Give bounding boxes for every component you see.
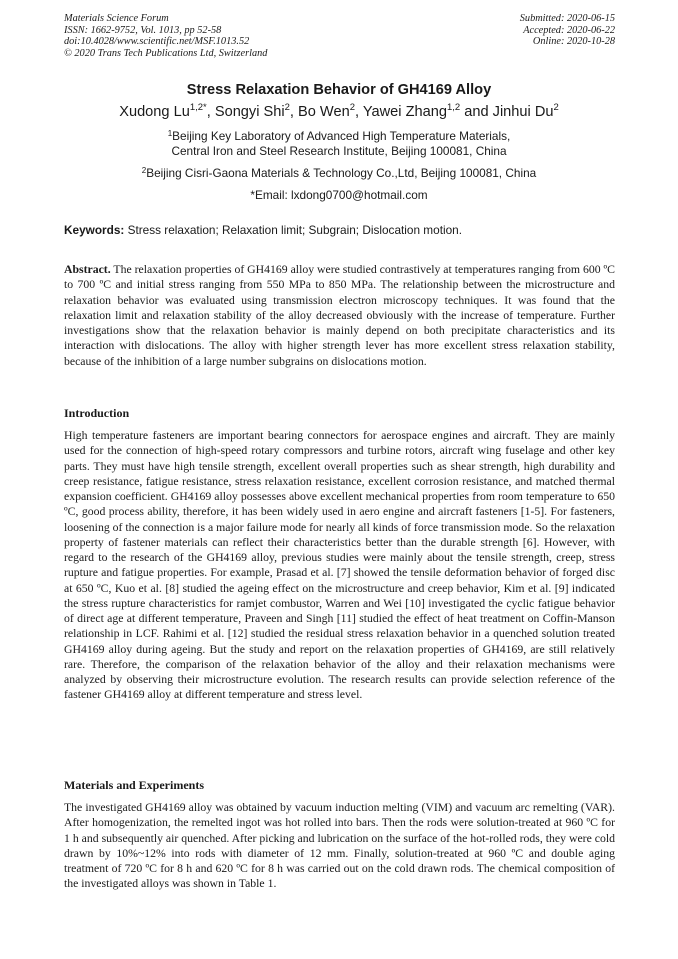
abstract-label: Abstract. <box>64 263 111 276</box>
affiliation-line: Beijing Key Laboratory of Advanced High Temperature Materials, <box>172 129 511 143</box>
accepted-date: Accepted: 2020-06-22 <box>523 24 615 36</box>
introduction-heading: Introduction <box>64 406 130 420</box>
affiliation-1 <box>0 129 678 159</box>
introduction-text: High temperature fasteners are important bearing connectors for aerospace engines and aircraft. They are mainly used for the connection of high-speed rotary compressors and turbine rotors, aircraft wing fuselage and other key parts. They must have high tensile strength, excellent overall properties such as shear strength, high durability and creep resistance, fatigue resistance, stress relaxation resistance, excellent corrosion resistance, and matched thermal expansion coefficient. GH4169 alloy possesses above excellent mechanical properties from room temperature to 650 ºC, good process ability, therefore, it has been widely used in aero engine and aircraft fasteners [1-5]. For fasteners, loosening of the connection is a major failure mode for nearly all kinds of force transmission mode. So the relaxation property of fastener materials can reflect their characteristics better than the durable strength [6]. However, with regard to the research of the GH4169 alloy, previous studies were mainly about the tensile strength, creep, stress rupture and fatigue properties. For example, Prasad et al. [7] showed the tensile deformation behavior of forged disc at 650 ºC, Kuo et al. [8] studied the ageing effect on the microstructure and creep behavior, Kim et al. [9] indicated the stress rupture characteristics for ramjet combustor, Warren and Wei [10] investigated the cyclic fatigue behavior of direct age at different temperature, Praveen and Singh [11] studied the effect of heat treatment on Coffin-Manson relationship in LCF. Rahimi et al. [12] studied the residual stress relaxation behavior in a quenched solution treated GH4169 alloy during ageing. But the study and report on the relaxation properties of GH4169, are still relatively rare. Therefore, the comparison of the relaxation behavior of the alloy and their relaxation mechanisms were analyzed by observing their microstructure evolution. The research results can provide selection reference of the fastener GH4169 alloy at different temperature and stress level. <box>64 429 615 702</box>
keywords-label: Keywords: <box>64 223 125 237</box>
affiliation-line: Central Iron and Steel Research Institute, Beijing 100081, China <box>171 144 507 158</box>
author-affiliation-mark: 2 <box>349 102 355 113</box>
abstract <box>64 262 615 369</box>
doi-line: doi:10.4028/www.scientific.net/MSF.1013.52 <box>64 36 250 47</box>
author-name: Xudong Lu <box>119 104 190 120</box>
keywords-text: Stress relaxation; Relaxation limit; Subgrain; Dislocation motion. <box>127 223 462 237</box>
online-date: Online: 2020-10-28 <box>532 36 615 47</box>
author-name: Songyi Shi <box>214 104 285 120</box>
abstract-text: The relaxation properties of GH4169 alloy were studied contrastively at temperatures ranging from 600 ºC to 700 ºC and initial stress ranging from 550 MPa to 850 MPa. The relationship between the microstructure and relaxation behavior was evaluated using transmission electron microscopy techniques. It was found that the relaxation limit and relaxation stability of the alloy decreased obviously with the increase of temperature. Further investigations show that the relaxation behavior is mainly depend on both precipitate characteristics and its interaction with dislocations. The alloy with higher strength lever has more excellent stress relaxation stability, because of the inhibition of a large number subgrains on dislocations motion. <box>64 263 615 368</box>
affiliation-line: Beijing Cisri-Gaona Materials & Technology Co.,Ltd, Beijing 100081, China <box>146 166 537 180</box>
corresponding-email: *Email: lxdong0700@hotmail.com <box>250 188 428 202</box>
author-affiliation-mark: 1,2* <box>189 102 207 113</box>
author-name: Jinhui Du <box>492 104 554 120</box>
affiliation-mark: 2 <box>141 166 147 175</box>
author-affiliation-mark: 2 <box>284 102 290 113</box>
affiliation-mark: 1 <box>167 129 173 138</box>
author-affiliation-mark: 2 <box>553 102 559 113</box>
author-name: Bo Wen <box>298 104 350 120</box>
author-list: Xudong $Lu^{1,2*}$, Songyi Shi$^2$, Bo Wen$^2$, Yawei Zhang$^{1,2}$ and Jinhui Du$^2$ <box>119 102 559 120</box>
issn-line: ISSN: 1662-9752, Vol. 1013, pp 52-58 <box>64 24 222 36</box>
copyright-line: © 2020 Trans Tech Publications Ltd, Switzerland <box>64 47 268 59</box>
journal-info <box>64 13 267 59</box>
materials-text: The investigated GH4169 alloy was obtained by vacuum induction melting (VIM) and vacuum arc remelting (VAR). After homogenization, the remelted ingot was hot rolled into bars. Then the rods were solution-treated at 960 ºC for 1 h and subsequently air quenched. After picking and lubrication on the surface of the hot-rolled rods, they were cold drawn by 10%~12% into rods with diameter of 12 mm. Finally, solution-treated at 960 ºC and double aging treatment of 720 ºC for 8 h and 620 ºC for 8 h was carried out on the cold drawn rods. The chemical composition of the investigated alloys was shown in Table 1. <box>64 801 615 891</box>
publication-dates <box>520 13 615 48</box>
author-affiliation-mark: 1,2 <box>446 102 461 113</box>
author-name: Yawei Zhang <box>362 104 447 120</box>
materials-heading: Materials and Experiments <box>64 778 204 792</box>
journal-name: Materials Science Forum <box>64 13 169 24</box>
affiliation-2 <box>0 166 678 181</box>
submitted-date: Submitted: 2020-06-15 <box>519 13 615 24</box>
keywords <box>64 223 616 237</box>
paper-title: Stress Relaxation Behavior of GH4169 Alloy <box>186 82 492 98</box>
